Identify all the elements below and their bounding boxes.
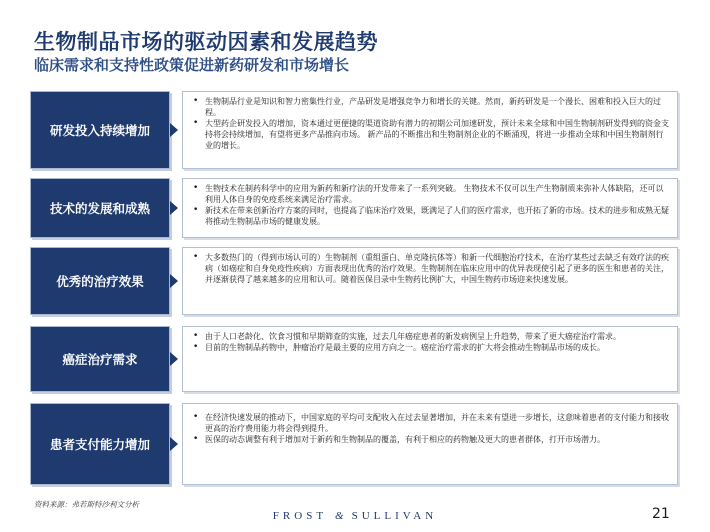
arrow-icon: [170, 437, 178, 451]
row-label-box: [30, 178, 170, 238]
row-content-box: [182, 178, 678, 238]
arrow-icon: [170, 201, 178, 215]
arrow-icon: [170, 123, 178, 137]
row-efficacy: [30, 247, 678, 315]
bullet-item: • 大型药企研发投入的增加，资本通过更便捷的渠道资助有潜力的初期公司加速研发，预计未来全球和中国生物制剂研发得到的资金支持将会持续增加，有望将更多产品推向市场。 新产品的不断推出和生物制剂企业的不断涌现，将进一步推动全球和中国生物制剂行业的增长。: [193, 118, 669, 151]
brand-left: FROST: [272, 510, 328, 522]
bullet-item: • 生物制品行业是知识和智力密集性行业，产品研发是增强竞争力和增长的关键。然而，新药研发是一个漫长、困难和投入巨大的过程。: [193, 96, 669, 118]
brand-logo: [0, 510, 710, 522]
row-label: 优秀的治疗效果: [56, 274, 144, 289]
row-label: 研发投入持续增加: [49, 123, 150, 138]
bullet-item: • 由于人口老龄化、饮食习惯和早期筛查的实施，过去几年癌症患者的新发病例呈上升趋势，带来了更大癌症治疗需求。: [193, 331, 669, 342]
brand-amp: &: [335, 510, 344, 522]
bullet-list: [193, 331, 669, 353]
bullet-item: • 在经济快速发展的推动下，中国家庭的平均可支配收入在过去显著增加，并在未来有望进一步增长，这意味着患者的支付能力和接收更高的治疗费用能力将会得到提升。: [193, 412, 669, 434]
brand-right: SULLIVAN: [351, 510, 438, 522]
bullet-list: [193, 412, 669, 445]
arrow-icon: [170, 274, 178, 288]
row-label-box: [30, 326, 170, 392]
row-affordability: [30, 403, 678, 485]
bullet-list: [193, 252, 669, 285]
row-label-box: [30, 403, 170, 485]
page-title: 生物制品市场的驱动因素和发展趋势: [34, 30, 378, 54]
row-content-box: [182, 91, 678, 169]
row-label: 癌症治疗需求: [62, 352, 138, 367]
bullet-item: • 新技术在带来创新治疗方案的同时，也提高了临床治疗效果，既满足了人们的医疗需求，也开拓了新的市场。技术的进步和成熟无疑将推动生物制品市场的健康发展。: [193, 205, 669, 227]
source-note: 资料来源：弗若斯特沙利文分析: [34, 500, 139, 509]
bullet-item: • 目前的生物制品药物中，肿瘤治疗是最主要的应用方向之一。癌症治疗需求的扩大将会推动生物制品市场的成长。: [193, 342, 669, 353]
bullet-list: [193, 183, 669, 227]
row-label: 患者支付能力增加: [49, 437, 150, 452]
row-content-box: [182, 247, 678, 315]
arrow-icon: [170, 352, 178, 366]
row-cancer-demand: [30, 326, 678, 392]
row-rd-investment: [30, 91, 678, 169]
bullet-list: [193, 96, 669, 151]
row-label: 技术的发展和成熟: [49, 201, 150, 216]
row-label-box: [30, 91, 170, 169]
bullet-item: • 大多数热门的（得到市场认可的）生物制剂（重组蛋白、单克隆抗体等）和新一代细胞治疗技术，在治疗某些过去缺乏有效疗法的疾病（如癌症和自身免疫性疾病）方面表现出优秀的治疗效果。生物制剂在临床应用中的优异表现使引起了更多的医生和患者的关注，并逐渐获得了越来越多的应用和认可。随着医保目录中生物药比例扩大，中国生物药市场迎来快速发展。: [193, 252, 669, 285]
page-subtitle: 临床需求和支持性政策促进新药研发和市场增长: [34, 56, 350, 74]
row-technology: [30, 178, 678, 238]
bullet-item: • 生物技术在制药科学中的应用为新药和新疗法的开发带来了一系列突破。 生物技术不仅可以生产生物制质来弥补人体缺陷，还可以利用人体自身的免疫系统来满足治疗需求。: [193, 183, 669, 205]
row-content-box: [182, 403, 678, 485]
page-number: 21: [652, 506, 670, 522]
row-content-box: [182, 326, 678, 392]
row-label-box: [30, 247, 170, 315]
bullet-item: • 医保的动态调整有利于增加对于新药和生物制品的覆盖，有利于相应的药物触及更大的患者群体，打开市场潜力。: [193, 434, 669, 445]
